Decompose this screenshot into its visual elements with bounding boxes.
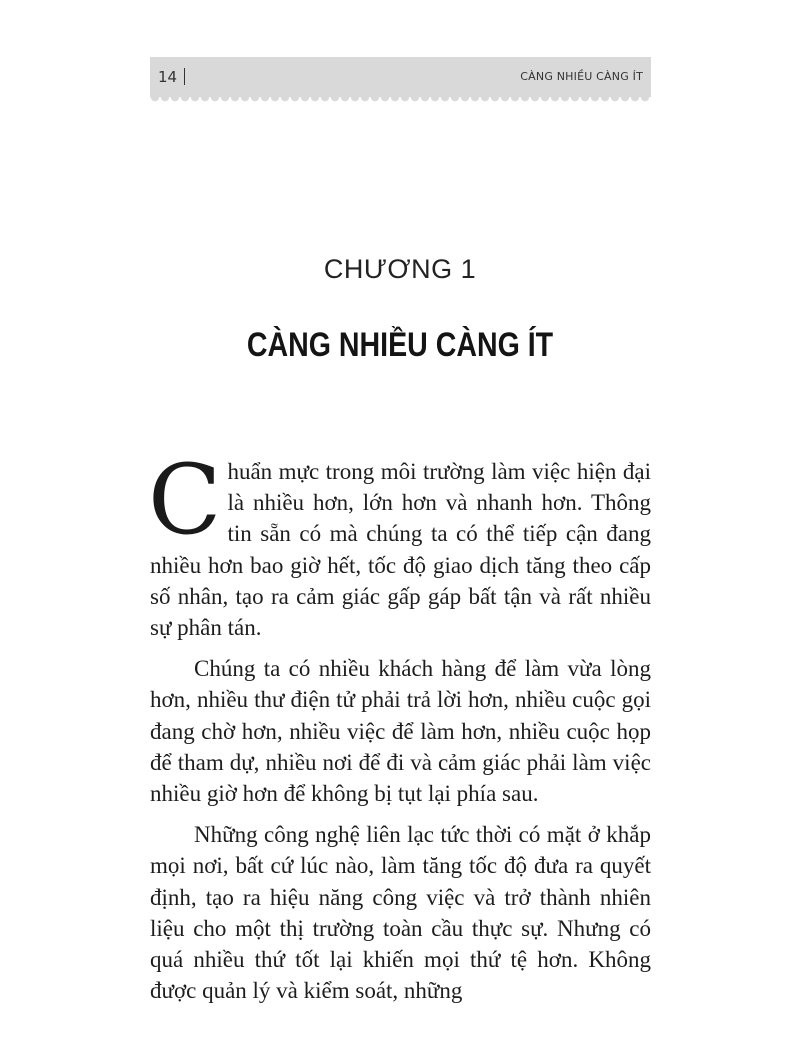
- chapter-label: CHƯƠNG 1: [323, 254, 477, 284]
- paragraph-3: Những công nghệ liên lạc tức thời có mặt ở khắp mọi nơi, bất cứ lúc nào, làm tăng tốc độ đưa ra quyết định, tạo ra hiệu năng công việc và trở thành nhiên liệu cho một thị trường toàn cầu thực sự. Nhưng có quá nhiều thứ tốt lại khiến mọi thứ tệ hơn. Không được quản lý và kiểm soát, những: [150, 822, 651, 1004]
- chapter-title: CÀNG NHIỀU CÀNG ÍT: [246, 326, 554, 364]
- paragraph-1: [148, 444, 651, 643]
- running-title: CÀNG NHIỀU CÀNG ÍT: [520, 70, 643, 83]
- paragraph-1-text: huẩn mực trong môi trường làm việc hiện đại là nhiều hơn, lớn hơn và nhanh hơn. Thông tin sẵn có mà chúng ta có thể tiếp cận đang nhiều hơn bao giờ hết, tốc độ giao dịch tăng theo cấp số nhân, tạo ra cảm giác gấp gáp bất tận và rất nhiều sự phân tán.: [150, 459, 651, 641]
- running-header: [150, 57, 651, 97]
- drop-cap: C: [148, 444, 222, 556]
- page-number: 14: [158, 68, 178, 86]
- body-text: [148, 444, 651, 1016]
- header-divider: [184, 68, 185, 85]
- paragraph-2: Chúng ta có nhiều khách hàng để làm vừa lòng hơn, nhiều thư điện tử phải trả lời hơn, nhiều cuộc gọi đang chờ hơn, nhiều việc để làm hơn, nhiều cuộc họp để tham dự, nhiều nơi để đi và cảm giác phải làm việc nhiều giờ hơn để không bị tụt lại phía sau.: [150, 656, 651, 807]
